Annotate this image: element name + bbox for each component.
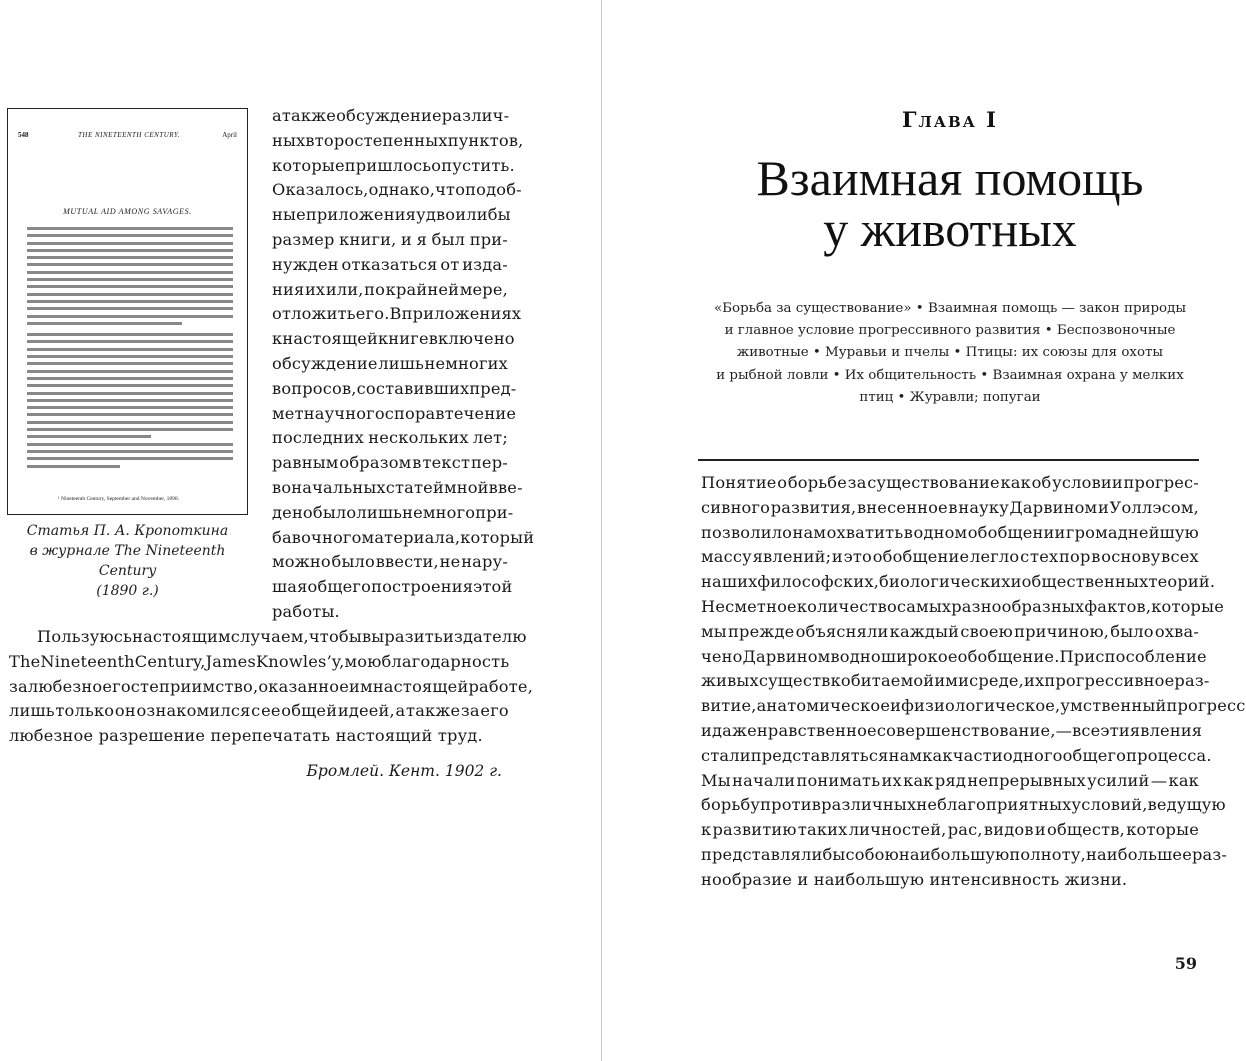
text-line: и даже нравственное совершенствование, — все эти явления: [701, 720, 1203, 740]
text-line: вопросов, составивших пред-: [272, 378, 517, 398]
text-line: к развитию таких личностей, рас, видов и обществ, которые: [701, 820, 1199, 840]
caption-line: (1890 г.): [96, 583, 159, 599]
text-line: борьбу против различных неблагоприятных условий, ведущую: [701, 795, 1226, 815]
figure-caption: [0, 521, 255, 601]
scan-text-line: [27, 285, 233, 288]
scan-text-line: [27, 443, 233, 446]
chapter-summary: [700, 298, 1200, 409]
scan-text-line: [27, 457, 233, 460]
scan-text-line: [27, 242, 233, 245]
text-line: Мы начали понимать их как ряд непрерывных усилий — как: [701, 770, 1199, 790]
scan-text-line: [27, 348, 233, 351]
text-line: мет научного спора в течение: [272, 403, 517, 423]
summary-line: и рыбной ловли • Их общительность • Взаимная охрана у мелких: [716, 367, 1184, 383]
wrapped-text-column: [272, 104, 535, 625]
section-divider: [698, 459, 1199, 461]
text-line: а также обсуждение различ-: [272, 106, 510, 125]
text-line: мы прежде объясняли каждый своею причиною, было охва-: [701, 621, 1199, 641]
text-line: шая общего построения этой: [272, 577, 513, 597]
scan-text-line: [27, 428, 233, 431]
scan-page-number: 548: [18, 131, 29, 139]
scan-text-line: [27, 322, 182, 325]
text-line: последних нескольких лет;: [272, 428, 508, 448]
text-line: отложить его. В приложениях: [272, 304, 522, 324]
caption-line: в журнале The Nineteenth Century: [29, 543, 226, 579]
text-line: бавочного материала, который: [272, 527, 535, 547]
chapter-title-line: у животных: [823, 201, 1077, 257]
scan-text-line: [27, 421, 233, 424]
scan-text-line: [27, 249, 233, 252]
text-line: Пользуюсь настоящим случаем, чтобы выразить издателю: [37, 627, 527, 646]
caption-line: Статья П. А. Кропоткина: [26, 523, 229, 539]
acknowledgement-paragraph: [9, 625, 534, 749]
scan-header: [18, 131, 237, 143]
scan-text-line: [27, 234, 233, 237]
text-line: ния их или, по крайней мере,: [272, 279, 508, 299]
scan-text-line: [27, 227, 233, 230]
text-line: ные приложения удвоили бы: [272, 205, 511, 225]
text-line: любезное разрешение перепечатать настоящий труд.: [9, 726, 483, 746]
text-line: можно было ввести, не нару-: [272, 552, 508, 572]
text-line: живых существ к обитаемой ими среде, их прогрессивное раз-: [701, 671, 1210, 691]
text-line: работы.: [272, 601, 340, 621]
scan-text-line: [27, 271, 233, 274]
scan-text-line: [27, 450, 233, 453]
text-line: обсуждение лишь немногих: [272, 353, 508, 373]
text-line: наших философских, биологических и общественных теорий.: [701, 572, 1216, 592]
text-line: за любезное гостеприимство, оказанное им настоящей работе,: [9, 676, 534, 696]
text-line: представляли бы собою наибольшую полноту, наибольшее раз-: [701, 844, 1228, 864]
scan-text-line: [27, 377, 233, 380]
article-scan-image: [7, 108, 248, 515]
signature-place-date: Бромлей. Кент. 1902 г.: [306, 762, 502, 780]
text-line: нообразие и наибольшую интенсивность жизни.: [701, 869, 1128, 889]
scan-text-line: [27, 392, 233, 395]
left-page: [0, 0, 600, 1061]
scan-text-line: [27, 263, 233, 266]
scan-text-line: [27, 384, 233, 387]
summary-line: «Борьба за существование» • Взаимная помощь — закон природы: [713, 301, 1186, 316]
summary-line: и главное условие прогрессивного развития • Беспозвоночные: [724, 323, 1176, 339]
summary-line: животные • Муравьи и пчелы • Птицы: их союзы для охоты: [736, 345, 1164, 361]
scan-text-line: [27, 278, 233, 281]
text-line: витие, анатомическое и физиологическое, умственный прогресс: [701, 696, 1246, 716]
scan-month: April: [222, 131, 237, 139]
page-number: 59: [1174, 954, 1197, 973]
text-line: чено Дарвином в одно широкое обобщение. Приспособление: [701, 646, 1207, 666]
text-line: равным образом в текст пер-: [272, 453, 508, 473]
scan-title: MUTUAL AID AMONG SAVAGES.: [63, 207, 192, 216]
chapter-title-line: Взаимная помощь: [756, 150, 1144, 206]
scan-text-block: [27, 227, 233, 472]
scan-text-line: [27, 413, 233, 416]
chapter-label: Глава I: [902, 107, 999, 132]
scan-footnote: ¹ Nineteenth Century, September and November, 1890.: [58, 496, 179, 502]
scan-text-line: [27, 340, 233, 343]
scan-text-line: [27, 333, 233, 336]
scan-text-line: [27, 406, 233, 409]
scan-text-line: [27, 355, 233, 358]
text-line: размер книги, и я был при-: [272, 229, 508, 249]
text-line: стали представляться нам как части одного общего процесса.: [701, 745, 1212, 765]
text-line: The Nineteenth Century, James Knowles’y, мою благодарность: [9, 651, 510, 671]
scan-running-head: THE NINETEENTH CENTURY.: [78, 131, 180, 139]
scan-text-line: [27, 300, 233, 303]
text-line: Понятие о борьбе за существование как об условии прогрес-: [701, 473, 1199, 492]
scan-text-line: [27, 362, 233, 365]
summary-line: птиц • Журавли; попугаи: [859, 389, 1041, 405]
text-line: воначальных статей мной вве-: [272, 477, 523, 497]
text-line: Несметное количество самых разнообразных фактов, которые: [701, 596, 1224, 616]
scan-text-line: [27, 307, 233, 310]
text-line: которые пришлось опустить.: [272, 155, 515, 175]
text-line: к настоящей книге включено: [272, 329, 515, 349]
text-line: Оказалось, однако, что подоб-: [272, 180, 522, 200]
scan-text-line: [27, 399, 233, 402]
chapter-body: [701, 471, 1246, 893]
scan-text-line: [27, 293, 233, 296]
scan-text-line: [27, 370, 233, 373]
text-line: нужден отказаться от изда-: [272, 254, 508, 274]
text-line: лишь только он ознакомился с ее общей идеей, а также за его: [9, 701, 509, 721]
scan-text-line: [27, 256, 233, 259]
scan-text-line: [27, 465, 120, 468]
scan-text-line: [27, 315, 233, 318]
text-line: массу явлений; и это обобщение легло с тех пор в основу всех: [701, 547, 1199, 567]
scan-text-line: [27, 435, 151, 438]
text-line: сивного развития, внесенное в науку Дарвином и Уоллэсом,: [701, 497, 1199, 517]
text-line: позволило нам охватить в одном обобщении громаднейшую: [701, 522, 1199, 542]
text-line: дено было лишь немного при-: [272, 502, 514, 522]
page-gutter: [601, 0, 602, 1061]
text-line: ных второстепенных пунктов,: [272, 130, 524, 150]
